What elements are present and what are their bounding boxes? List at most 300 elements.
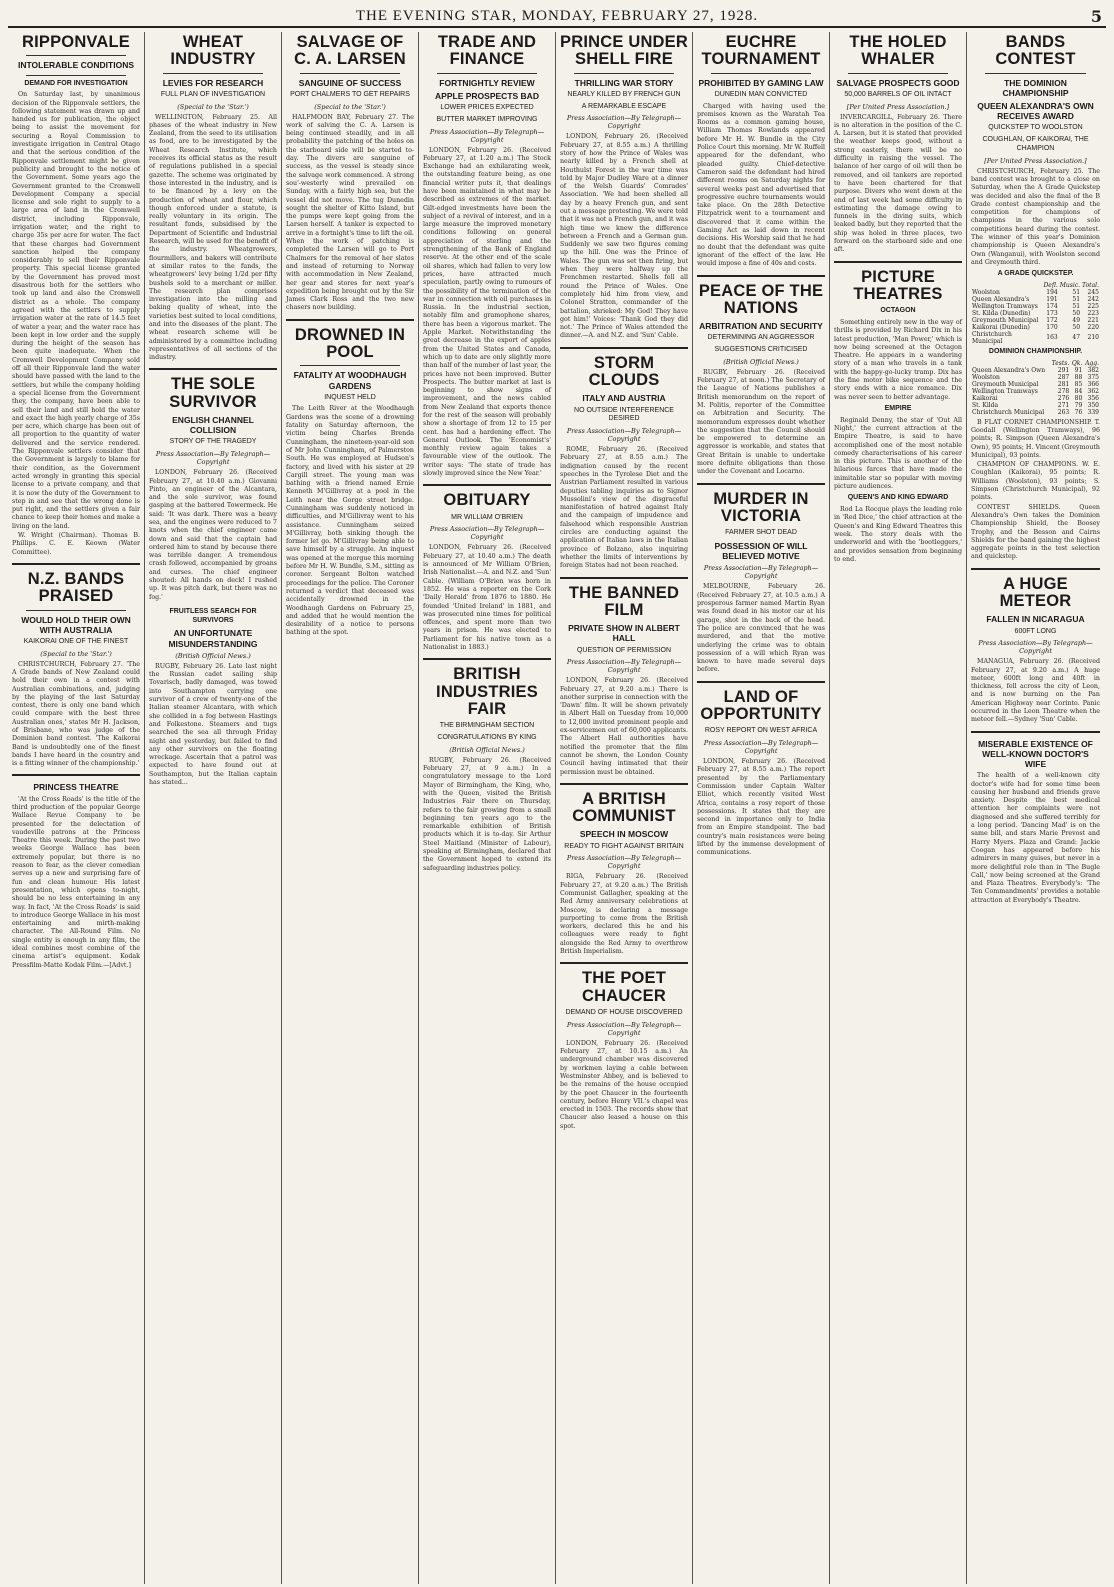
dateline: (British Official News.) <box>449 745 525 754</box>
subheadline: PROHIBITED BY GAMING LAW <box>698 77 824 88</box>
divider <box>423 484 551 486</box>
headline: SALVAGE OF C. A. LARSEN <box>294 33 406 69</box>
article-body <box>971 168 1100 268</box>
table-row <box>971 374 1100 381</box>
article-body <box>560 1040 688 1131</box>
championship-table <box>971 360 1100 416</box>
article-prince-shell-fire <box>560 34 688 341</box>
article-trade-finance <box>423 34 551 478</box>
deck: DUNEDIN MAN CONVICTED <box>714 90 808 98</box>
table-cell: 271 <box>1057 401 1070 409</box>
dateline: Press Association—By Telegraph—Copyright <box>703 564 819 581</box>
deck: NEARLY KILLED BY FRENCH GUN <box>567 90 681 98</box>
deck: CONGRATULATIONS BY KING <box>437 733 537 741</box>
subheadline: FARMER SHOT DEAD <box>725 529 797 537</box>
table-cell: 79 <box>1074 401 1083 409</box>
article-industries-fair <box>423 666 551 873</box>
article-holed-whaler <box>834 34 962 255</box>
column-2 <box>145 32 282 1584</box>
deck: INQUEST HELD <box>324 393 376 401</box>
dateline: Press Association—By Telegraph—Copyright <box>566 427 682 444</box>
article-body <box>560 873 688 956</box>
headline: STORM CLOUDS <box>588 353 660 390</box>
quickstep-table <box>971 282 1100 345</box>
dateline: Press Association—By Telegraph—Copyright <box>566 854 682 871</box>
paragraph: Charged with having used the premises known as the Waratah Tea Rooms as a common gaming house, William Thomas Rowlands appeared before Mr H. W. Bundle in the City Police Court this morning. Mr W. Ruffell appeared for the defendant, who pleaded guilty. Chief-detective Cameron said the defendant had hired different rooms on Saturday nights for several weeks past and advertised that progressive euchre tournaments would take place. On the 28th Detective Fitzpatrick went to a tournament and discovered that it came within the Gaming Act as laid down in recent decisions. His Worship said that he had no doubt that the defendant was quite ignorant of the effect of the law. He would impose a fine of 40s and costs. <box>697 102 825 268</box>
table-header: Tests. <box>1051 359 1070 367</box>
divider <box>697 483 825 485</box>
subheadline: ITALY AND AUSTRIA <box>582 393 666 404</box>
headline: PEACE OF THE NATIONS <box>698 281 824 317</box>
subheadline: DEMAND OF HOUSE DISCOVERED <box>565 1008 683 1016</box>
deck: 600FT LONG <box>1014 627 1057 635</box>
article-body <box>286 114 414 313</box>
paragraph: MANAGUA, February 26. (Received February 27, at 9.20 a.m.) A huge meteor, 600ft long and 40ft in thickness, fell across the city of Leon, and is now burning on the Pan American Highway near Corinto. Panic occurred in the Leon Theatre when the meteor fell.—Sydney 'Sun' Cable. <box>971 658 1100 724</box>
headline: PICTURE THEATRES <box>853 267 943 303</box>
paragraph: LONDON, February 26. (Received February 27, at 8.55 a.m.) The report presented by the Parliamentary Commission under Captain Walter Elliot, which recently visited West Africa, contains a rosy report of those possessions. It states that they are second in importance only to India from an Empire standpoint. The bad country's main resistances were being lifted by the immense development of communications. <box>697 758 825 857</box>
table-header: Qk. <box>1071 359 1083 367</box>
subheadline: AN UNFORTUNATE MISUNDERSTANDING <box>168 628 258 649</box>
deck: PORT CHALMERS TO GET REPAIRS <box>290 90 410 98</box>
deck: NO OUTSIDE INTERFERENCE DESIRED <box>574 406 674 423</box>
headline: RIPPONVALE <box>21 33 131 51</box>
paragraph: LONDON, February 26. (Received February 27, at 8.55 a.m.) A thrilling story of how the Prince of Wales was nearly killed by a French shell at Houthulst Forest in the war time was told by Major Dudley Ware at a dinner of the Welsh Guards' Comrades' Association. 'We had been shelled all day by a heavy French gun, and sent out a message protesting. We were told that it was not a French gun, and it was high time we knew the difference between a French and a German gun. Suddenly we saw two figures coming up the hill. One was the Prince of Wales. The gun was set then firing, but when they were halfway up the Frenchmen restarted. Shells fell all round the Prince of Wales. One completely hid him from view, and Colonel Stratton, commander of the battalion, shrieked: My God! They have got him!' Voices: 'Thank God they did not.' The Prince of Wales attended the dinner.—A. and N.Z. and 'Sun' Cable. <box>560 133 688 340</box>
masthead <box>8 6 1106 28</box>
column-3 <box>282 32 419 1584</box>
table-cell: Woolston <box>972 373 1000 381</box>
table-cell: 191 <box>1046 295 1058 303</box>
divider <box>26 55 126 56</box>
paragraph: On Saturday last, by unanimous decision of the Ripponvale settlers, the following statement was drawn up and handed us for publication, the object being to assist the movement for securing a Royal Commission to investigate irrigation in Central Otago and that the serious condition of the Ripponvale settlement might be given publicity and brought to the notice of the Government. Some years ago the Government granted to the Cromwell Development Company a special license and sole right to supply to a large area of land in the Cromwell district, including Ripponvale, irrigation water, and the right to charge 35s per acre for water. The fact that these charges had Government sanction helped the company considerably to sell their Ripponvale property. This special license granted by the Government has proved most disastrous both for the settlers who took up land and also the Cromwell district as a whole. The company agreed with the settlers to supply irrigation water at the rate of 14.5 feet of water a year, and the water race has been kept in low order and the supply during the height of the season has been quite inadequate. When the Cromwell Development Company sold off all their Ripponvale land the water should have passed with the land to the settlers, but while the company holding a special license from the Government they, the company, have been able to sell their land and still hold the water and exact the high yearly charge of 35s per acre, which charge has been out of all proportion to the quantity of water delivered and the service rendered. The Ripponvale settlers consider that the Government is largely to blame for their condition, as the Government acted wrongly in granting this special license to a private company, and that it is now the duty of the Government to step in and see that the wrong done is put right, and the settlers given a fair chance to keep their homes and make a living on the land. <box>12 91 140 530</box>
deck: COUGHLAN, OF KAIKORAI, THE CHAMPION <box>982 136 1089 152</box>
article-body <box>149 663 277 787</box>
headline: LAND OF OPPORTUNITY <box>700 687 822 723</box>
divider <box>437 73 537 74</box>
table-cell: 84 <box>1074 387 1083 395</box>
article-murder-victoria <box>697 491 825 675</box>
paragraph: CHRISTCHURCH, February 27. 'The A Grade bands of New Zealand could hold their own in a contest with Australian combinations, and, judging by the playing of the last Saturday contest, there is only one band which could compare with the best three Australian ones,' states Mr H. Jackson, of Brisbane, who was judge of the Dominion band contest. 'The Kaikorai Band is undoubtedly one of the finest bands I have heard in the country and is a fitting winner of the championship.' <box>12 660 140 768</box>
page-number: 5 <box>1090 7 1102 26</box>
headline: A BRITISH COMMUNIST <box>572 789 676 826</box>
article-princess-theatre <box>12 782 140 969</box>
table-cell: Queen Alexandra's <box>972 295 1030 303</box>
paragraph: B FLAT CORNET CHAMPIONSHIP. T. Goodall (Wellington Tramways), 96 points; R. Simpson (Queen Alexandra's Own), 95 points; H. Vincent (Greymouth Municipal), 93 points. <box>971 418 1100 459</box>
table-cell: 51 <box>1072 288 1081 296</box>
column-6 <box>693 32 830 1584</box>
article-banned-film <box>560 585 688 777</box>
headline: N.Z. BANDS PRAISED <box>27 569 125 606</box>
paragraph: HALFMOON BAY, February 27. The work of salving the C. A. Larsen is being continued steadily, and in all probability the patching of the holes on the starboard side will be started to-day. The divers are sanguine of success, as the vessel is steady since the salvage work commenced. A strong sou'-westerly wind prevailed on Sunday, with a fairly high sea, but the vessel did not move. The tug Dunedin sought the shelter of Kitto Island, but the pumps were kept going from the Larsen herself. A tanker is expected to arrive in a fortnight's time to lift the oil. When the work of patching is completed the Larsen will go to Port Chalmers for the removal of her slates and instead of returning to Norway with accommodation in New Zealand, her gear and stores for next year's expedition being brought out by the Sir James Clark Ross and the two new chasers now building. <box>286 113 414 312</box>
table-row <box>971 367 1100 374</box>
table-cell: 174 <box>1046 302 1058 310</box>
subheadline: FALLEN IN NICARAGUA <box>986 614 1085 625</box>
table-cell: 350 <box>1087 401 1099 409</box>
table-title: DOMINION CHAMPIONSHIP. <box>988 347 1083 355</box>
table-cell: 223 <box>1087 309 1099 317</box>
article-body <box>697 369 825 477</box>
deck: QUESTION OF PERMISSION <box>576 646 672 654</box>
article-british-communist <box>560 791 688 957</box>
dateline: [Per United Press Association.] <box>846 102 950 111</box>
article-ripponvale <box>12 34 140 557</box>
divider <box>423 658 551 660</box>
dateline: Press Association—By Telegraph—Copyright <box>429 127 545 144</box>
article-body <box>834 417 962 492</box>
deck: QUEEN ALEXANDRA'S OWN RECEIVES AWARD <box>977 101 1094 122</box>
article-body <box>560 133 688 340</box>
column-1 <box>8 32 145 1584</box>
article-body <box>423 757 551 873</box>
deck: APPLE PROSPECTS BAD <box>435 90 539 101</box>
article-obituary <box>423 492 551 652</box>
deck: QUICKSTEP TO WOOLSTON <box>988 124 1083 132</box>
dateline: Press Association—By Telegraph—Copyright <box>566 114 682 131</box>
article-bands-praised <box>12 571 140 769</box>
table-cell: 225 <box>1087 302 1099 310</box>
article-body <box>834 114 962 255</box>
divider <box>12 563 140 565</box>
paragraph: RUGBY, February 26. (Received February 27, at noon.) The Secretary of the League of Nations publishes a British memorandum on the report of M. Politis, reporter of the Committee on Arbitration and Security. The memorandum expresses doubt whether the suggestion that the Council should be empowered to determine an aggressor is workable, and states that Great Britain is unable to undertake more definite obligations than those under the Covenant and Locarno. <box>697 368 825 476</box>
article-body <box>697 103 825 269</box>
table-cell: 382 <box>1087 366 1099 374</box>
table-cell: 278 <box>1057 387 1070 395</box>
article-peace-nations <box>697 283 825 477</box>
deck: LOWER PRICES EXPECTED <box>440 104 534 111</box>
table-cell: 80 <box>1074 394 1083 402</box>
dateline: (Special to the 'Star.') <box>314 102 386 111</box>
table-cell: 91 <box>1074 366 1083 374</box>
table-header: Music. <box>1059 281 1081 289</box>
divider <box>12 774 140 776</box>
table-row <box>971 395 1100 402</box>
table-cell: 220 <box>1087 323 1099 331</box>
article-body <box>971 419 1100 562</box>
article-body <box>12 661 140 769</box>
table-row <box>971 331 1100 345</box>
section-heading: OCTAGON <box>880 307 916 315</box>
headline: THE SOLE SURVIVOR <box>169 375 257 411</box>
deck: POSSESSION OF WILL BELIEVED MOTIVE <box>714 541 808 562</box>
dateline: (Special to the 'Star.') <box>177 102 249 111</box>
subheadline: PRIVATE SHOW IN ALBERT HALL <box>568 623 680 644</box>
deck: KAIKORAI ONE OF THE FINEST <box>23 637 129 645</box>
article-body <box>834 319 962 402</box>
article-body <box>971 658 1100 724</box>
article-drowned-in-pool <box>286 327 414 638</box>
table-cell: Kaikorai <box>972 394 998 402</box>
headline: WHEAT INDUSTRY <box>170 33 256 69</box>
headline: PRINCE UNDER SHELL FIRE <box>560 33 688 69</box>
paragraph: INVERCARGILL, February 26. There is no alteration in the position of the C. A. Larsen, but it is stated that provided the weather keeps good, without a strong easterly, there will be no difficulty in raising the vessel. The balance of her cargo of oil will then be removed, and oil tankers are reported to have been chartered for that purpose. Divers who went down at the end of last week had some difficulty in estimating the damage owing to funnels in the diving suits, which leaked badly, but they reported that the ship was holed in three places, two forward on the starboard side and one aft. <box>834 113 962 254</box>
table-row <box>971 310 1100 317</box>
table-cell: 281 <box>1057 380 1070 388</box>
paragraph: RIGA, February 26. (Received February 27, at 9.20 a.m.) The British Communist Gallagher, speaking at the Red Army anniversary celebrations at Moscow, is declaring a message purporting to come from the British workers, declared this he and his colleagues were ready to fight alongside the Red Army to overthrow British Imperialism. <box>560 873 688 956</box>
divider <box>300 73 400 74</box>
deck: FULL PLAN OF INVESTIGATION <box>160 90 266 98</box>
deck: BUTTER MARKET IMPROVING <box>436 115 538 123</box>
divider <box>985 73 1086 74</box>
subheadline: ENGLISH CHANNEL COLLISION <box>172 415 254 436</box>
headline: THE POET CHAUCER <box>581 969 667 1005</box>
table-row <box>971 303 1100 310</box>
headline: MISERABLE EXISTENCE OF WELL-KNOWN DOCTOR'S WIFE <box>978 738 1093 770</box>
column-4 <box>419 32 556 1584</box>
article-picture-theatres <box>834 269 962 565</box>
paragraph: Rod La Rocque plays the leading role in 'Red Dice,' the chief attraction at the Queen's and King Edward Theatres this week. The story deals with the underworld and with the 'bootleggers,' and provides sensation from beginning to end. <box>834 506 962 563</box>
article-storm-clouds <box>560 355 688 571</box>
table-header <box>971 282 1042 289</box>
headline: DROWNED IN POOL <box>294 325 406 361</box>
column-5 <box>556 32 693 1584</box>
paragraph: RUGBY, February 26. (Received February 27, at 9 a.m.) In a congratulatory message to the Lord Mayor of Birmingham, the King, who, with the Queen, visited the British Industries Fair there on Thursday, refers to the fair growing from a small beginning ten years ago to the remarkable exhibition of British products which it is to-day. Sir Arthur Steel Maitland (Minister of Labour), speaking at Birmingham, declared that the Government hoped to extend its safeguarding industries policy. <box>423 756 551 872</box>
paragraph: The health of a well-known city doctor's wife had for some time been causing her husband and friends grave anxiety. Despite the best medical attention her complaints were not diagnosed and she suffered terribly for a long period. 'Dancing Mad' is on the same bill, and stars Marie Prevost and Harry Myers. Plaza and Grand: Jackie Coogan has appeared before his admirers in many guises, but never in a more delightful role than in 'The Bugle Call,' now being screened at the Grand and Plaza Theatres. Everybody's: 'The Ten Commandments' provides a notable attraction at Everybody's Theatre. <box>971 772 1100 904</box>
table-cell: Queen Alexandra's Own <box>972 366 1046 374</box>
article-body <box>149 114 277 363</box>
subheadline: FORTNIGHTLY REVIEW <box>439 77 535 88</box>
table-cell: 88 <box>1074 373 1083 381</box>
column-7 <box>830 32 967 1584</box>
table-cell: 366 <box>1087 380 1099 388</box>
article-body <box>423 544 551 652</box>
divider <box>560 577 688 579</box>
table-header: Total. <box>1082 281 1099 289</box>
table-cell: St. Kilda <box>972 401 999 409</box>
table-cell: 339 <box>1087 408 1099 416</box>
paragraph: LONDON, February 26. (Received February 27, at 10.40 a.m.) The death is announced of Mr William O'Brien, Irish Nationalist.—A. and N.Z. and 'Sun' Cable. (William O'Brien was born in 1852. He was a reporter on the Cork 'Daily Herald' from 1876 to 1880. He founded 'United Ireland' in 1881, and was prosecuted nine times for political offences, and spent more than two years in prison. He was elected to Parliament for his native town as a Nationalist in 1883.) <box>423 544 551 651</box>
table-cell: 172 <box>1046 316 1058 324</box>
dateline: (British Official News.) <box>175 651 251 660</box>
deck: READY TO FIGHT AGAINST BRITAIN <box>564 842 684 850</box>
article-body <box>423 147 551 479</box>
deck: STORY OF THE TRAGEDY <box>169 438 257 446</box>
table-header-row <box>971 360 1100 367</box>
subheadline: MR WILLIAM O'BRIEN <box>451 513 523 521</box>
article-sole-survivor <box>149 376 277 602</box>
dateline: Press Association—By Telegraph—Copyright <box>566 1020 682 1037</box>
divider <box>149 368 277 370</box>
article-body <box>697 758 825 858</box>
article-body <box>560 446 688 570</box>
table-cell: Woolston <box>972 288 1000 296</box>
article-body <box>286 405 414 637</box>
article-body <box>834 506 962 564</box>
columns <box>8 32 1106 1584</box>
divider <box>26 610 126 611</box>
table-cell: 76 <box>1074 408 1083 416</box>
headline: BANDS CONTEST <box>995 33 1076 69</box>
deck: 50,000 BARRELS OF OIL INTACT <box>844 90 952 98</box>
article-body <box>12 91 140 557</box>
table-title: A GRADE QUICKSTEP. <box>997 270 1074 278</box>
subheadline: THE DOMINION CHAMPIONSHIP <box>1002 77 1069 98</box>
subheadline: WOULD HOLD THEIR OWN WITH AUSTRALIA <box>21 614 131 635</box>
subheadline: SPEECH IN MOSCOW <box>579 829 669 840</box>
table-cell: 291 <box>1057 366 1070 374</box>
divider <box>560 783 688 785</box>
divider <box>26 75 126 76</box>
paragraph: LONDON, February 26. (Received February 27, at 9.20 a.m.) There is another surprise in connection with the 'Dawn' film. It will be shown privately in Albert Hall on Tuesday from 10,000 to 12,000 invited prominent people and ex-servicemen out of 60,000 applicants. The Albert Hall authorities have notified the promoter that the film cannot be shown, the London County Council having intimated that their permission must be obtained. <box>560 677 688 776</box>
table-cell: 287 <box>1057 373 1070 381</box>
table-cell: 210 <box>1087 334 1099 342</box>
divider <box>971 568 1100 570</box>
table-row <box>971 402 1100 409</box>
column-8 <box>967 32 1104 1584</box>
table-cell: St. Kilda (Dunedin) <box>972 309 1031 317</box>
dateline: Press Association—By Telegraph—Copyright <box>429 525 545 542</box>
table-cell: Kaikorai (Dunedin) <box>972 323 1030 331</box>
table-cell: 50 <box>1072 309 1081 317</box>
paragraph: The Leith River at the Woodhaugh Gardens was the scene of a drowning fatality on Saturday afternoon, the victim being Charles Brenda Cunningham, the nineteen-year-old son of Mr John Cunningham, of Palmerston South. He was employed at Hudson's factory, and lived with his sister at 29 Cargill street. The young man was bathing with a friend named Ernie Kenneth M'Gillivray at a pool in the Leith near the Gorge street bridge. Cunningham was suddenly noticed in difficulties, and M'Gillivray went to his assistance. Cunningham seized M'Gillivray, both sinking though the former let go. M'Gillivray being able to save himself by a struggle. An inquest was opened at the morgue this morning before Mr H. W. Bundle, S.M., sitting as coroner. Sergeant Bolton watched proceedings for the police. The Coroner returned a verdict that deceased was accidentally drowned in the Woodhaugh Gardens on February 25, and added that he would mention the desirability of a notice to persons bathing at the spot. <box>286 405 414 637</box>
table-row <box>971 317 1100 324</box>
dateline: [Per United Press Association.] <box>984 156 1087 165</box>
article-body <box>560 677 688 777</box>
subheadline: THE BIRMINGHAM SECTION <box>439 722 535 730</box>
table-cell: Wellington Tramways <box>972 302 1038 310</box>
table-row <box>971 296 1100 303</box>
headline: TRADE AND FINANCE <box>437 33 537 69</box>
table-cell: 47 <box>1072 334 1081 342</box>
article-huge-meteor <box>971 576 1100 725</box>
table-header <box>971 360 1050 367</box>
subheadline: SALVAGE PROSPECTS GOOD <box>836 77 960 88</box>
table-cell: 49 <box>1072 316 1081 324</box>
table-cell: 276 <box>1057 394 1070 402</box>
headline: THE BANNED FILM <box>568 583 680 619</box>
table-row <box>971 324 1100 331</box>
article-body <box>149 469 277 602</box>
subheadline: SANGUINE OF SUCCESS <box>298 77 402 88</box>
dateline: (Special to the 'Star.') <box>40 649 112 658</box>
paragraph: ROME, February 26. (Received February 27, at 8.55 a.m.) The indignation caused by the recent speeches in the Tyrolese Diet and the Austrian Parliament resulted in various deputies tabling inquiries as to Signor Mussolini's view of the disgraceful manifestation of hatred against Italy and the campaign of impudence and falsehood which responsible Austrian circles are conducting against the application of Italian laws in the Italian province of Bolzano, also inquiring whether the limits of interventions by foreign States had not been reached. <box>560 446 688 570</box>
table-cell: 170 <box>1046 323 1058 331</box>
paragraph: Reginald Denny, the star of 'Out All Night,' the current attraction at the Empire Theatre, is said to have accomplished one of the most notable comedy characterisations of his career in this picture. This is another of the hilarious farces that have made the inimitable star so popular with moving picture audiences. <box>834 416 962 491</box>
table-cell: 263 <box>1057 408 1070 416</box>
subheadline: THRILLING WAR STORY <box>574 77 674 88</box>
table-cell: Wellington Tramways <box>972 387 1038 395</box>
table-cell: 375 <box>1087 373 1099 381</box>
article-doctors-wife <box>971 739 1100 905</box>
table-header: Agg. <box>1085 359 1099 367</box>
divider <box>163 73 263 74</box>
table-cell: Christchurch Municipal <box>972 330 1012 345</box>
subheadline: ARBITRATION AND SECURITY <box>699 321 823 332</box>
table-cell: 356 <box>1087 394 1099 402</box>
paragraph: RUGBY, February 26. Late last night the Russian cadet sailing ship Tovarisch, badly damaged, was towed into Southampton carrying one survivor of a crew of twenty-one of the Italian steamer Alcantara, with which she collided in a fog between Hastings and Folkestone. Steamers and tugs searched the sea all through Friday night and yesterday, but failed to find any other survivors on the floating wreckage. Ascertain that a patrol was expected to have found out at Southampton, but the Italian captain has stated... <box>149 662 277 786</box>
deck: DETERMINING AN AGGRESSOR <box>707 334 815 342</box>
article-bands-contest <box>971 34 1100 562</box>
dateline: Press Association—By Telegraph—Copyright <box>155 450 271 467</box>
headline: THE HOLED WHALER <box>849 33 947 69</box>
divider <box>711 73 811 74</box>
article-land-opportunity <box>697 689 825 858</box>
dateline: Press Association—By Telegraph—Copyright <box>703 739 819 756</box>
divider <box>848 73 948 74</box>
divider <box>286 319 414 321</box>
table-row <box>971 289 1100 296</box>
table-row <box>971 409 1100 416</box>
subheadline: INTOLERABLE CONDITIONS <box>17 60 134 71</box>
paragraph: CONTEST SHIELDS. Queen Alexandra's Own takes the Dominion Championship Shield, the Boosey Trophy, and the Besson and Cairns Shields for the band gaining the highest aggregate points in the test selection and quickstep. <box>971 503 1100 561</box>
paragraph: WELLINGTON, February 25. All phases of the wheat industry in New Zealand, from the seed to its utilisation as food, are to be investigated by the Wheat Research Institute, which receives its official status as the result of regulations published in a special gazette. The scheme was originated by those interested in the industry, and is to be financed by a levy on the production of wheat and flour, which though enforced under a statute, is really voluntary in its origin. The resultant funds, subsidised by the Department of Scientific and Industrial Research, will be used for the benefit of the industry. Wheatgrowers, flourmillers, and bakers will contribute at similar rates to the funds, the wheatgrowers' levy being 1/2d per fifty bushels sold to a merchant or miller. The research plan comprises investigation into the milling and baking quality of wheat, into the varieties best suited to local conditions, and into the diseases of the plant. The wheat research scheme will be administered by a committee including representatives of all sections of the industry. <box>149 113 277 362</box>
divider <box>560 962 688 964</box>
table-cell: 51 <box>1072 302 1081 310</box>
section-heading: QUEEN'S AND KING EDWARD <box>847 494 949 502</box>
table-cell: 242 <box>1087 295 1099 303</box>
deck: A REMARKABLE ESCAPE <box>581 102 667 110</box>
divider <box>574 73 674 74</box>
table-cell: 221 <box>1087 316 1099 324</box>
article-body <box>971 772 1100 905</box>
headline: FRUITLESS SEARCH FOR SURVIVORS <box>169 607 257 624</box>
headline: MURDER IN VICTORIA <box>713 489 809 525</box>
paragraph: LONDON, February 26. (Received February 27, at 10.15 a.m.) An underground chamber was discovered by workmen laying a cable between Westminster Abbey, and is believed to be the remains of the house occupied by the poet Chaucer in the fourteenth century, before Henry VII.'s chapel was erected in 1503. The records show that Chaucer also leased a house on this spot. <box>560 1039 688 1130</box>
divider <box>697 681 825 683</box>
table-header: Defl. <box>1043 281 1058 289</box>
divider <box>971 731 1100 733</box>
table-row <box>971 388 1100 395</box>
table-row <box>971 381 1100 388</box>
dateline: Press Association—By Telegraph—Copyright <box>978 639 1093 656</box>
divider <box>560 347 688 349</box>
paragraph: MELBOURNE, February 26. (Received February 27, at 10.5 a.m.) A prosperous farmer named Martin Ryan was found dead in his motor car at his garage, shot in the back of the head. The police are convinced that he was murdered, and that the motive underlying the crime was to obtain possession of a will which Ryan was known to have made several days before. <box>697 583 825 674</box>
article-poet-chaucer <box>560 970 688 1131</box>
headline: EUCHRE TOURNAMENT <box>701 33 821 69</box>
table-cell: 50 <box>1072 323 1081 331</box>
article-wheat-industry <box>149 34 277 362</box>
paragraph: LONDON, February 26. (Received February 27, at 10.40 a.m.) Giovanni Pinto, an engineer of the Alcantara, and the sole survivor, was found gasping at the battered Towermeck. He said: 'It was dark. There was a heavy sea, and the engines were reduced to 7 knots when the chief engineer came down and said that the captain had ordered him to stand by because there was terrible danger. A tremendous crash followed, accompanied by groans and curses. The chief engineer shouted: All hands on deck! I rushed up. It was pitch dark, but there was no fog.' <box>149 469 277 601</box>
signoff: W. Wright (Chairman). Thomas B. Phillips. C. E. Keown (Water Committee). <box>12 531 140 556</box>
subheadline: LEVIES FOR RESEARCH <box>162 77 264 88</box>
article-fruitless-search <box>149 608 277 787</box>
dateline: Press Association—By Telegraph—Copyright <box>566 658 682 675</box>
deck: DEMAND FOR INVESTIGATION <box>24 79 128 87</box>
paragraph: CHAMPION OF CHAMPIONS. W. E. Coughlan (Kaikorai), 95 points; R. Williams (Woolston), 93 points; S. Simpson (Christchurch Municipal), 92 points. <box>971 461 1100 502</box>
divider <box>300 365 400 366</box>
paragraph: Something entirely new in the way of thrills is provided by Richard Dix in his latest production, 'Man Power,' which is now being screened at the Octagon Theatre. He appears in a wandering story of a man who travels in a tank with the happy-go-lucky tramp. Dix has the fine motor bike sequence and the story ends with a nice romance. Dix was never seen to better advantage. <box>834 318 962 401</box>
table-cell: 85 <box>1074 380 1083 388</box>
table-cell: 194 <box>1046 288 1058 296</box>
headline: PRINCESS THEATRE <box>33 782 119 793</box>
table-header-row <box>971 282 1100 289</box>
paragraph: LONDON, February 26. (Received February 27, at 1.20 a.m.) The Stock Exchange had an exhilarating week, the outstanding feature being, as one financial writer puts it, that dealings have been maintained in what may be described as extremes of the market. Gilt-edged investments have been the subject of a revival of interest, and in a large measure the improved monetary conditions following on general appreciation of sterling and the strengthening of the Bank of England reserve. At the other end of the scale oil shares, which had fallen to very low prices, have attracted much speculation, partly owing to rumours of the possibility of the termination of the war in connection with oil purchases in Russia. In the industrial section, notably film and gramophone shares, there has been a vigorous market. The Apple Market. Notwithstanding the great decrease in the export of apples from the United States and Canada, which up to date are only slightly more than half of the number of last year, the prices have not been improved. Butter Prospects. The butter market at last is beginning to show signs of improvement, and the news cabled from New Zealand that exports thence for the rest of the season will probably show a shortage of from 12 to 15 per cent. has had a hardening effect. The General Outlook. The 'Economist's' monthly review again takes a favourable view of the outlook. The writer says: 'The state of trade has slowly improved since the New Year.' <box>423 146 551 478</box>
table-cell: 245 <box>1087 288 1099 296</box>
article-salvage-larsen <box>286 34 414 313</box>
subheadline: FATALITY AT WOODHAUGH GARDENS <box>293 370 407 391</box>
deck: SUGGESTIONS CRITICISED <box>714 346 808 354</box>
table-cell: 173 <box>1046 309 1058 317</box>
masthead-title: THE EVENING STAR, MONDAY, FEBRUARY 27, 1928. <box>355 7 759 24</box>
table-cell: 362 <box>1087 387 1099 395</box>
divider <box>834 261 962 263</box>
table-cell: 163 <box>1046 334 1058 342</box>
paragraph: 'At the Cross Roads' is the title of the third production of the popular George Wallace Revue Company to be presented for the delectation of vaudeville patrons at the Princess Theatre this week. During the past two weeks George Wallace has been extremely popular, but there is no reason to fear, as the clever comedian serves up a new and surprising fare of fun and clean humour. His latest presentation, which opens to-night, should be no less entertaining in any way. In fact, 'At the Cross Roads' is said to introduce George Wallace in his most entertaining and mirth-making character. The All-Round Film. No single entity is enough in any film, the ideal combines most combine of the cinema artist's equipment. Kodak Pressfilm-Matte Kodak Film.—[Advt.] <box>12 795 140 969</box>
headline: A HUGE METEOR <box>999 574 1072 611</box>
headline: OBITUARY <box>443 491 531 510</box>
table-cell: Greymouth Municipal <box>972 316 1039 324</box>
table-cell: 51 <box>1072 295 1081 303</box>
article-euchre-tournament <box>697 34 825 269</box>
article-body <box>697 583 825 674</box>
table-cell: Greymouth Municipal <box>972 380 1039 388</box>
article-body <box>12 796 140 970</box>
subheadline: ROSY REPORT ON WEST AFRICA <box>704 727 818 735</box>
section-heading: EMPIRE <box>884 404 912 412</box>
paragraph: CHRISTCHURCH, February 25. The band contest was brought to a close on Saturday, when the A Grade Quickstep was decided and also the final of the B Grade contest championship and the competition for champions of champions in the various solo competitions heard during the contest. The winner of this year's Dominion championship is Queen Alexandra's Own (Wanganui), with Woolston second and Greymouth third. <box>971 167 1100 266</box>
headline: BRITISH INDUSTRIES FAIR <box>436 665 538 718</box>
dateline: (British Official News.) <box>723 357 799 366</box>
divider <box>697 275 825 277</box>
table-cell: Christchurch Municipal <box>972 408 1045 416</box>
